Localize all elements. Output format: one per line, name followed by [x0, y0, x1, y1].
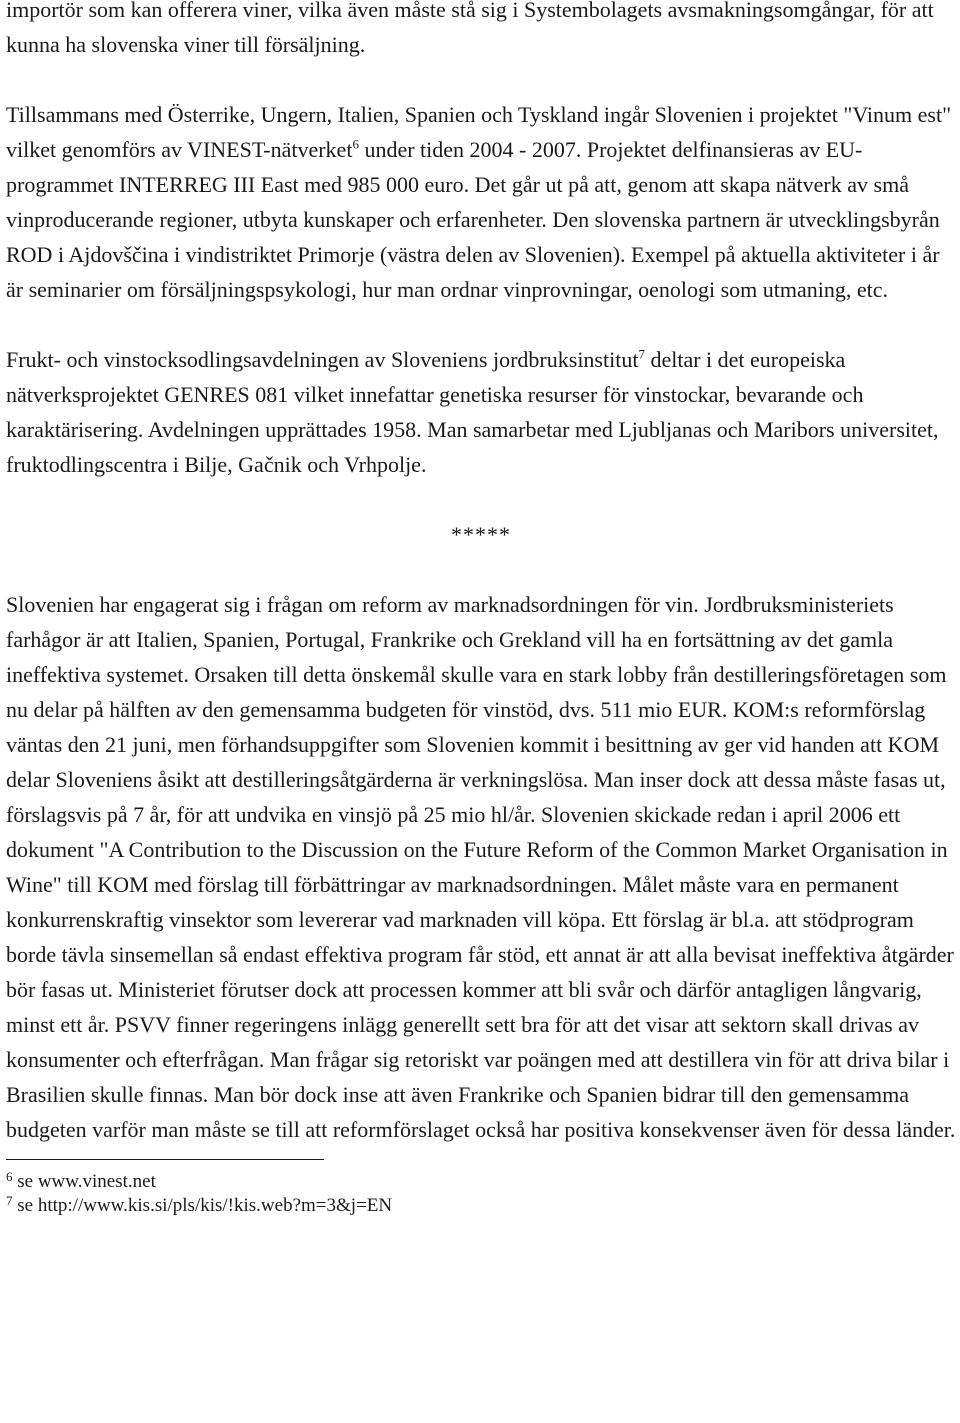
paragraph-genres-part1: Frukt- och vinstocksodlingsavdelningen av Sloveniens jordbruksinstitut — [6, 347, 639, 372]
footnote-6 — [6, 1170, 956, 1194]
paragraph-intro-continued: importör som kan offerera viner, vilka även måste stå sig i Systembolagets avsmakningsomgångar, för att kunna ha slovenska viner till försäljning. — [6, 0, 934, 57]
paragraph-wine-reform: Slovenien har engagerat sig i frågan om reform av marknadsordningen för vin. Jordbruksministeriets farhågor är att Italien, Spanien, Portugal, Frankrike och Grekland vill ha en fortsättning av det gamla ineffektiva systemet. Orsaken till detta önskemål skulle vara en stark lobby från destilleringsföretagen som nu delar på hälften av den gemensamma budgeten för vinstöd, dvs. 511 mio EUR. KOM:s reformförslag väntas den 21 juni, men förhandsuppgifter som Slovenien kommit i besittning av ger vid handen att KOM delar Sloveniens åsikt att destilleringsåtgärderna är verkningslösa. Man inser dock att dessa måste fasas ut, förslagsvis på 7 år, för att undvika en vinsjö på 25 mio hl/år. Slovenien skickade redan i april 2006 ett dokument "A Contribution to the Discussion on the Future Reform of the Common Market Organisation in Wine" till KOM med förslag till förbättringar av marknadsordningen. Målet måste vara en permanent konkurrenskraftig vinsektor som levererar vad marknaden vill köpa. Ett förslag är bl.a. att stödprogram borde tävla sinsemellan så endast effektiva program får stöd, ett annat är att alla bevisat ineffektiva åtgärder bör fasas ut. Ministeriet förutser dock att processen kommer att bli svår och därför antagligen långvarig, minst ett år. PSVV finner regeringens inlägg generellt sett bra för att det visar att sektorn skall drivas av konsumenter och efterfrågan. Man frågar sig retoriskt var poängen med att destillera vin för att driva bilar i Brasilien skulle finnas. Man bör dock inse att även Frankrike och Spanien bidrar till den gemensamma budgeten varför man måste se till att reformförslaget också har positiva konsekvenser även för dessa länder. — [6, 592, 956, 1142]
footnote-7 — [6, 1194, 956, 1218]
paragraph-gap — [6, 482, 956, 517]
paragraph-vinum-est-part2: under tiden 2004 - 2007. Projektet delfinansieras av EU-programmet INTERREG III East med 985 000 euro. Det går ut på att, genom att skapa nätverk av små vinproducerande regioner, utbyta kunskaper och erfarenheter. Den slovenska partnern är utvecklingsbyrån ROD i Ajdovščina i vindistriktet Primorje (västra delen av Slovenien). Exempel på aktuella aktiviteter i år är seminarier om försäljningspsykologi, hur man ordnar vinprovningar, oenologi som utmaning, etc. — [6, 137, 940, 302]
footnote-text: se http://www.kis.si/pls/kis/!kis.web?m=3&j=EN — [12, 1195, 393, 1216]
footnote-divider — [6, 1159, 324, 1160]
footnotes — [6, 1170, 956, 1218]
footnote-number: 6 — [6, 1169, 13, 1184]
paragraph-gap — [6, 307, 956, 342]
footnote-ref-7: 7 — [638, 346, 645, 362]
footnote-number: 7 — [6, 1193, 13, 1208]
paragraph-gap — [6, 62, 956, 97]
paragraph-vinum-est-part1: Tillsammans med Österrike, Ungern, Italien, Spanien och Tyskland ingår Slovenien i projektet "Vinum est" vilket genomförs av VINEST-nätverket — [6, 102, 952, 162]
paragraph-gap — [6, 552, 956, 587]
document-page — [6, 0, 956, 1218]
paragraph-genres-part2: deltar i det europeiska nätverksprojektet GENRES 081 vilket innefattar genetiska resurser för vinstockar, bevarande och karaktärisering. Avdelningen upprättades 1958. Man samarbetar med Ljubljanas och Maribors universitet, fruktodlingscentra i Bilje, Gačnik och Vrhpolje. — [6, 347, 939, 477]
paragraph-vinum-est — [6, 97, 956, 307]
footnote-text: se www.vinest.net — [12, 1171, 156, 1192]
section-separator: ***** — [451, 522, 511, 547]
paragraph-genres — [6, 342, 956, 482]
footnote-ref-6: 6 — [352, 136, 359, 152]
